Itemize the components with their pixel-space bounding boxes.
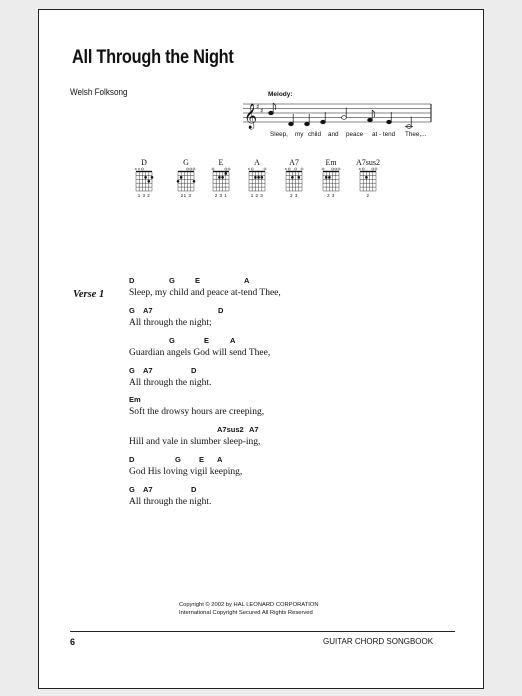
- chord-symbol: A7: [143, 366, 153, 375]
- chord-fingering: 1 2 3: [250, 193, 264, 198]
- sharp-icon: ♯: [256, 103, 260, 111]
- chord-symbol: G: [129, 306, 135, 315]
- chord-line: [129, 306, 369, 317]
- lyric-line: All through the night.: [129, 378, 212, 388]
- chord-symbol: D: [129, 276, 135, 285]
- chord-symbol: E: [199, 455, 205, 464]
- chord-symbol: E: [204, 336, 210, 345]
- chord-fingering: 2 3 1: [214, 193, 228, 198]
- chord-fingering: 1 3 2: [137, 193, 151, 198]
- chord-diagram: [355, 158, 381, 199]
- melody-syllable: Sleep,: [270, 131, 288, 138]
- chord-diagram-name: G: [183, 158, 189, 167]
- melody-label: Melody:: [268, 91, 293, 98]
- chord-fingering: 2 3: [290, 193, 298, 198]
- chord-fingering: 2 3: [327, 193, 335, 198]
- lyric-line: Guardian angels God will send Thee,: [129, 348, 271, 358]
- lyric-line: All through the night;: [129, 318, 212, 328]
- treble-clef-icon: 𝄞: [244, 104, 258, 129]
- chord-symbol: D: [191, 366, 197, 375]
- note: [387, 120, 392, 124]
- chord-grid-icon: [357, 167, 379, 193]
- chord-symbol: A7: [143, 485, 153, 494]
- sharp-icon: ♯: [260, 107, 264, 115]
- chord-line: [129, 485, 369, 496]
- chord-line: [129, 276, 369, 287]
- melody-syllable: Thee,...: [405, 131, 427, 138]
- melody-syllable: at: [372, 131, 378, 138]
- chord-diagram: [281, 158, 307, 199]
- note: [321, 120, 326, 124]
- lyric-line: All through the night.: [129, 497, 212, 507]
- melody-syllable: peace: [346, 131, 364, 138]
- chord-fingering: 21 3: [180, 193, 192, 198]
- chord-grid-icon: [320, 167, 342, 193]
- melody-notes: [269, 103, 413, 128]
- verse-label: Verse 1: [73, 289, 105, 300]
- chord-diagram-row: [131, 158, 381, 210]
- composer-credit: Welsh Folksong: [70, 87, 128, 97]
- chord-symbol: A: [244, 276, 250, 285]
- chord-symbol: A: [217, 455, 223, 464]
- chord-diagram-name: E: [218, 158, 224, 167]
- chord-symbol: G: [169, 336, 175, 345]
- copyright-line: International Copyright Secured All Rights Reserved: [179, 609, 313, 616]
- note: [289, 122, 294, 126]
- svg-text:x: x: [358, 167, 361, 172]
- song-title: All Through the Night: [72, 47, 234, 68]
- chord-grid-icon: [133, 167, 155, 193]
- chord-symbol: G: [129, 485, 135, 494]
- chord-fingering: 2: [366, 193, 370, 198]
- chord-diagram: [173, 158, 199, 199]
- chord-symbol: A7sus2: [217, 425, 244, 434]
- footer-rule: [70, 631, 455, 632]
- note: [368, 118, 373, 122]
- lyric-line: Hill and vale in slumber sleep-ing,: [129, 437, 261, 447]
- chord-symbol: E: [195, 276, 201, 285]
- chord-symbol: A: [230, 336, 236, 345]
- chord-diagram: [318, 158, 344, 199]
- sheet-page: [38, 9, 484, 689]
- svg-text:x: x: [284, 167, 287, 172]
- chord-diagram: [244, 158, 270, 199]
- chord-diagram: [131, 158, 157, 199]
- chord-diagram-name: A7: [289, 158, 299, 167]
- note: [342, 116, 347, 120]
- note: [269, 111, 274, 115]
- melody-syllable: - tend: [379, 131, 396, 138]
- chord-diagram: [208, 158, 234, 199]
- chord-line: [129, 455, 369, 466]
- chord-symbol: Em: [129, 395, 141, 404]
- svg-text:x: x: [138, 167, 141, 172]
- chord-line: [129, 425, 369, 436]
- lyric-line: Sleep, my child and peace at-tend Thee,: [129, 288, 281, 298]
- melody-syllable: my: [295, 131, 304, 138]
- svg-text:x: x: [134, 167, 137, 172]
- melody-syllable: child: [308, 131, 321, 138]
- melody-syllable: and: [328, 131, 339, 138]
- chord-line: [129, 336, 369, 347]
- chord-line: [129, 395, 369, 406]
- chord-symbol: D: [191, 485, 197, 494]
- note: [305, 122, 310, 126]
- page-number: 6: [70, 637, 76, 647]
- book-title: GUITAR CHORD SONGBOOK: [323, 637, 434, 646]
- chord-grid-icon: [246, 167, 268, 193]
- copyright-line: Copyright © 2002 by HAL LEONARD CORPORATION: [179, 602, 319, 608]
- lyric-line: Soft the drowsy hours are creeping,: [129, 407, 265, 417]
- chord-symbol: D: [218, 306, 224, 315]
- chord-diagram-name: A7sus2: [355, 158, 380, 167]
- copyright-notice: [179, 602, 319, 617]
- chord-grid-icon: [283, 167, 305, 193]
- chord-symbol: G: [175, 455, 181, 464]
- lyric-line: God His loving vigil keeping,: [129, 467, 243, 477]
- chord-diagram-name: A: [254, 158, 260, 167]
- chord-symbol: G: [129, 366, 135, 375]
- chord-line: [129, 366, 369, 377]
- melody-staff: [243, 100, 433, 132]
- chord-symbol: G: [169, 276, 175, 285]
- chord-symbol: A7: [249, 425, 259, 434]
- chord-symbol: A7: [143, 306, 153, 315]
- chord-grid-icon: [210, 167, 232, 193]
- chord-grid-icon: [175, 167, 197, 193]
- chord-diagram-name: Em: [325, 158, 337, 167]
- chord-diagram-name: D: [141, 158, 147, 167]
- svg-text:x: x: [247, 167, 250, 172]
- chord-symbol: D: [129, 455, 135, 464]
